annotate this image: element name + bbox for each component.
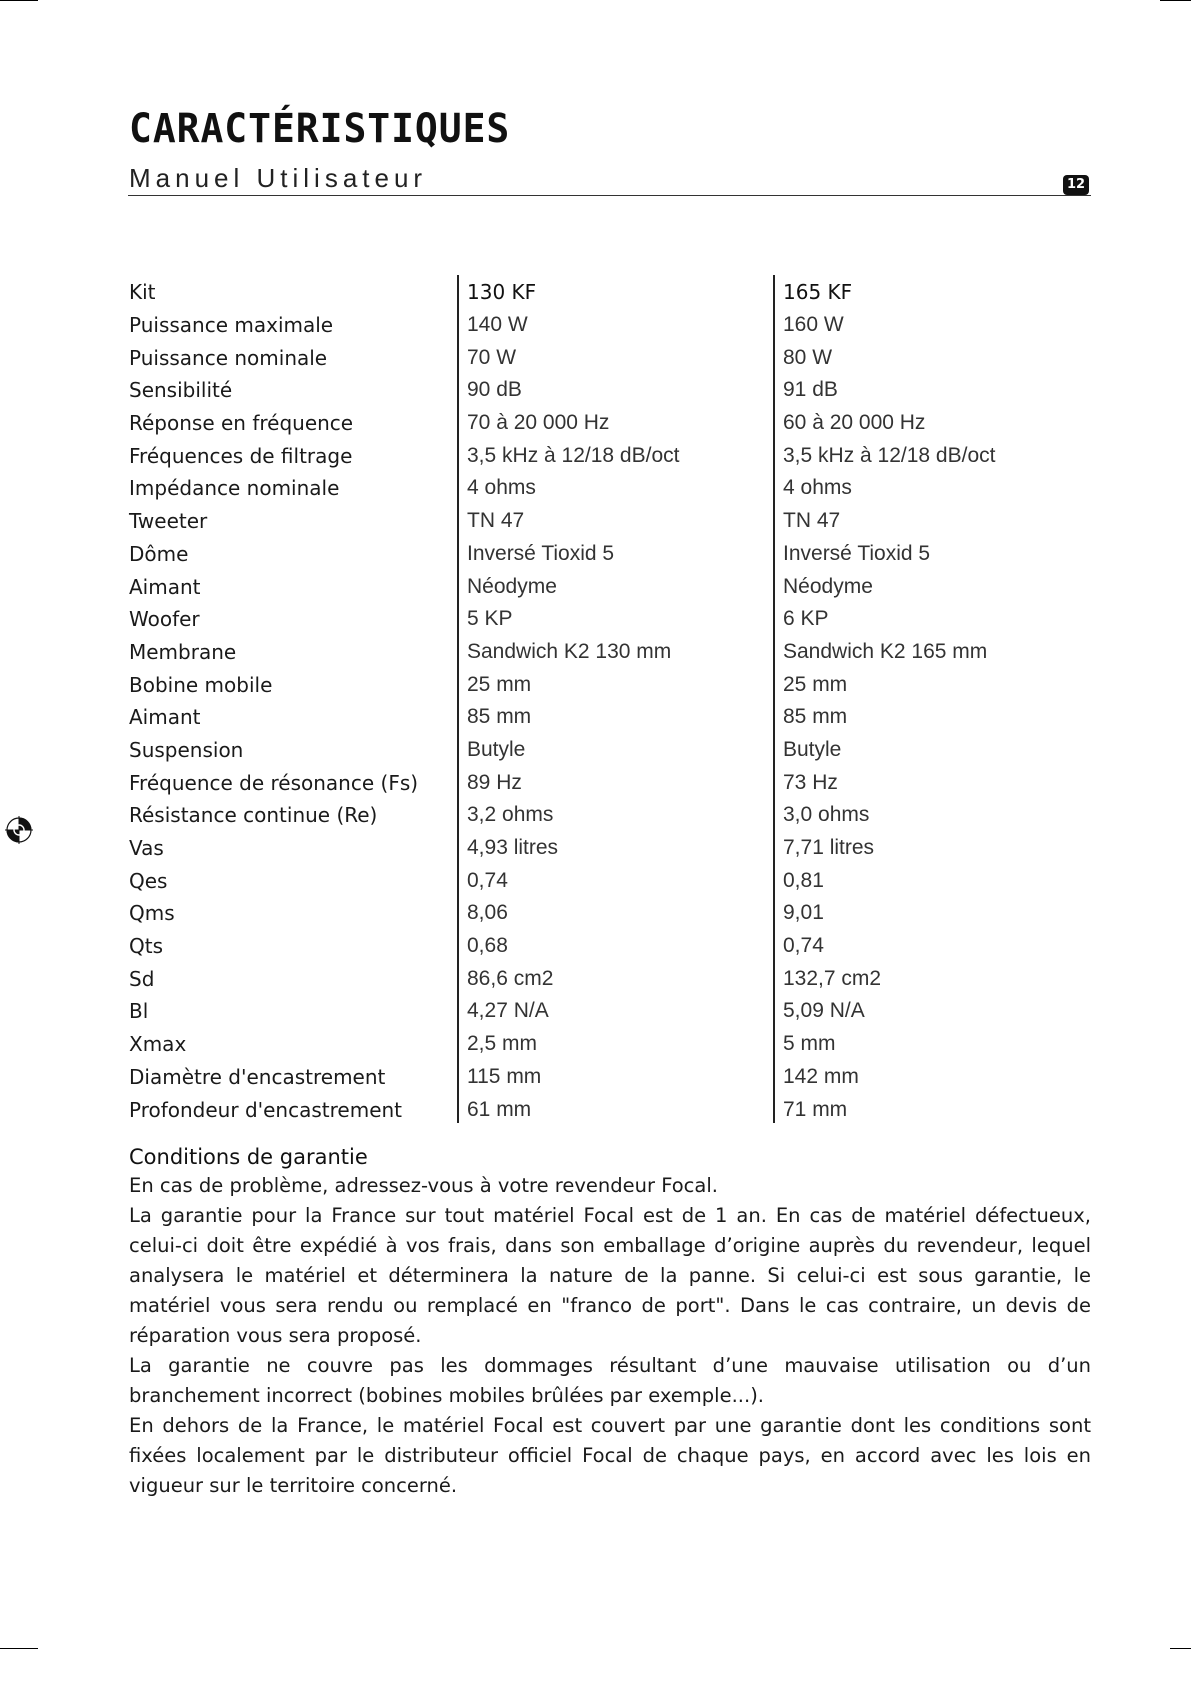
spec-row (129, 701, 1091, 734)
spec-value-130kf: 0,74 (467, 868, 508, 892)
spec-label: Qts (129, 934, 164, 959)
spec-value-165kf: 142 mm (783, 1064, 859, 1088)
spec-label: Sensibilité (129, 378, 233, 403)
spec-row (129, 538, 1091, 571)
spec-row (129, 897, 1091, 930)
spec-label: Bobine mobile (129, 672, 273, 697)
spec-row (129, 309, 1091, 342)
spec-value-130kf: Butyle (467, 737, 526, 761)
spec-value-165kf: 85 mm (783, 705, 848, 729)
spec-value-165kf: 132,7 cm2 (783, 966, 882, 990)
header-rule (128, 195, 1091, 196)
spec-row (129, 1028, 1091, 1061)
spec-value-165kf: 9,01 (783, 901, 824, 925)
spec-value-165kf: 3,5 kHz à 12/18 dB/oct (783, 443, 996, 467)
page-subtitle: Manuel Utilisateur (129, 163, 428, 193)
spec-table (129, 276, 1091, 1126)
spec-table-header (129, 276, 1091, 309)
spec-label: Qms (129, 901, 175, 926)
spec-label: Puissance maximale (129, 313, 334, 338)
spec-value-165kf: 7,71 litres (783, 836, 875, 860)
spec-value-165kf: 80 W (783, 345, 833, 369)
crop-mark-bottom-right (1170, 1648, 1191, 1649)
spec-value-165kf: 4 ohms (783, 476, 852, 500)
spec-value-165kf: TN 47 (783, 509, 841, 533)
spec-value-165kf: 6 KP (783, 607, 829, 631)
spec-label: Sd (129, 966, 155, 991)
spec-value-130kf: 3,5 kHz à 12/18 dB/oct (467, 443, 680, 467)
spec-value-165kf: 91 dB (783, 378, 838, 402)
spec-value-165kf: Sandwich K2 165 mm (783, 639, 988, 663)
spec-label: Fréquences de filtrage (129, 443, 353, 468)
spec-value-165kf: 73 Hz (783, 770, 838, 794)
spec-value-130kf: 4,93 litres (467, 836, 559, 860)
spec-value-130kf: 85 mm (467, 705, 532, 729)
spec-row (129, 668, 1091, 701)
page-title: CARACTÉRISTIQUES (129, 106, 511, 152)
crop-mark-top-left (0, 0, 38, 1)
spec-row (129, 472, 1091, 505)
spec-value-165kf: 3,0 ohms (783, 803, 870, 827)
spec-label: Dôme (129, 541, 189, 566)
spec-row (129, 570, 1091, 603)
spec-value-165kf: Butyle (783, 737, 842, 761)
spec-row (129, 864, 1091, 897)
spec-label: Vas (129, 836, 164, 861)
spec-row (129, 995, 1091, 1028)
spec-row (129, 439, 1091, 472)
spec-value-165kf: 0,74 (783, 934, 824, 958)
spec-label: Membrane (129, 639, 237, 664)
spec-row (129, 341, 1091, 374)
spec-value-130kf: 86,6 cm2 (467, 966, 554, 990)
warranty-paragraph: La garantie pour la France sur tout matériel Focal est de 1 an. En cas de matériel défectueux, celui-ci doit être expédié à vos frais, dans son emballage d’origine auprès du revendeur, lequel analysera le matériel et déterminera la nature de la panne. Si celui-ci est sous garantie, le matériel vous sera rendu ou remplacé en "franco de port". Dans le cas contraire, un devis de réparation vous sera proposé. (129, 1204, 1091, 1347)
spec-value-130kf: 25 mm (467, 672, 532, 696)
spec-value-165kf: Inversé Tioxid 5 (783, 541, 931, 565)
spec-row (129, 766, 1091, 799)
spec-row (129, 1093, 1091, 1126)
spec-value-165kf: 160 W (783, 313, 844, 337)
spec-label: Xmax (129, 1032, 187, 1057)
spec-label: Diamètre d'encastrement (129, 1064, 386, 1089)
spec-label: Aimant (129, 574, 201, 599)
spec-value-130kf: 4,27 N/A (467, 999, 549, 1023)
spec-value-165kf: 5 mm (783, 1032, 836, 1056)
spec-header-130kf: 130 KF (467, 280, 537, 305)
spec-row (129, 374, 1091, 407)
warranty-paragraph: En cas de problème, adressez-vous à votre revendeur Focal. (129, 1174, 718, 1197)
spec-label: Profondeur d'encastrement (129, 1097, 403, 1122)
spec-value-165kf: Néodyme (783, 574, 873, 598)
spec-label: Aimant (129, 705, 201, 730)
spec-value-165kf: 71 mm (783, 1097, 848, 1121)
spec-value-130kf: 70 à 20 000 Hz (467, 411, 610, 435)
spec-label: Woofer (129, 607, 200, 632)
spec-label: Réponse en fréquence (129, 411, 354, 436)
spec-value-130kf: Inversé Tioxid 5 (467, 541, 615, 565)
crop-mark-top-right (1160, 0, 1191, 1)
spec-value-130kf: 90 dB (467, 378, 522, 402)
spec-label: Puissance nominale (129, 345, 328, 370)
spec-value-130kf: 8,06 (467, 901, 508, 925)
spec-value-165kf: 5,09 N/A (783, 999, 865, 1023)
spec-value-130kf: 0,68 (467, 934, 508, 958)
spec-row (129, 636, 1091, 669)
spec-row (129, 930, 1091, 963)
spec-label: Qes (129, 868, 168, 893)
spec-label: Résistance continue (Re) (129, 803, 378, 828)
spec-value-165kf: 60 à 20 000 Hz (783, 411, 926, 435)
spec-row (129, 505, 1091, 538)
spec-value-130kf: 4 ohms (467, 476, 536, 500)
spec-label: Bl (129, 999, 149, 1024)
spec-value-130kf: Néodyme (467, 574, 557, 598)
spec-value-130kf: 2,5 mm (467, 1032, 538, 1056)
crop-mark-bottom-left (0, 1648, 38, 1649)
spec-row (129, 832, 1091, 865)
spec-value-165kf: 25 mm (783, 672, 848, 696)
spec-value-130kf: 89 Hz (467, 770, 522, 794)
page-number-badge: 12 (1063, 175, 1089, 195)
spec-value-130kf: 140 W (467, 313, 528, 337)
spec-value-130kf: 5 KP (467, 607, 513, 631)
spec-value-130kf: TN 47 (467, 509, 525, 533)
spec-value-130kf: Sandwich K2 130 mm (467, 639, 672, 663)
spec-value-130kf: 70 W (467, 345, 517, 369)
warranty-section (129, 1145, 1091, 1501)
spec-row (129, 799, 1091, 832)
spec-value-130kf: 61 mm (467, 1097, 532, 1121)
spec-row (129, 603, 1091, 636)
spec-row (129, 962, 1091, 995)
warranty-paragraph: En dehors de la France, le matériel Focal est couvert par une garantie dont les conditions sont fixées localement par le distributeur officiel Focal de chaque pays, en accord avec les lois en vigueur sur le territoire concerné. (129, 1414, 1091, 1497)
registration-mark-icon (4, 815, 34, 845)
spec-header-165kf: 165 KF (783, 280, 853, 305)
spec-label: Tweeter (129, 509, 208, 534)
spec-header-label: Kit (129, 280, 156, 305)
warranty-heading: Conditions de garantie (129, 1145, 368, 1169)
spec-row (129, 407, 1091, 440)
spec-label: Suspension (129, 737, 244, 762)
spec-value-165kf: 0,81 (783, 868, 824, 892)
spec-label: Impédance nominale (129, 476, 340, 501)
spec-value-130kf: 115 mm (467, 1064, 542, 1088)
spec-row (129, 1061, 1091, 1094)
warranty-paragraph: La garantie ne couvre pas les dommages résultant d’une mauvaise utilisation ou d’un branchement incorrect (bobines mobiles brûlées par exemple...). (129, 1354, 1091, 1407)
spec-value-130kf: 3,2 ohms (467, 803, 554, 827)
spec-row (129, 734, 1091, 767)
spec-label: Fréquence de résonance (Fs) (129, 770, 419, 795)
